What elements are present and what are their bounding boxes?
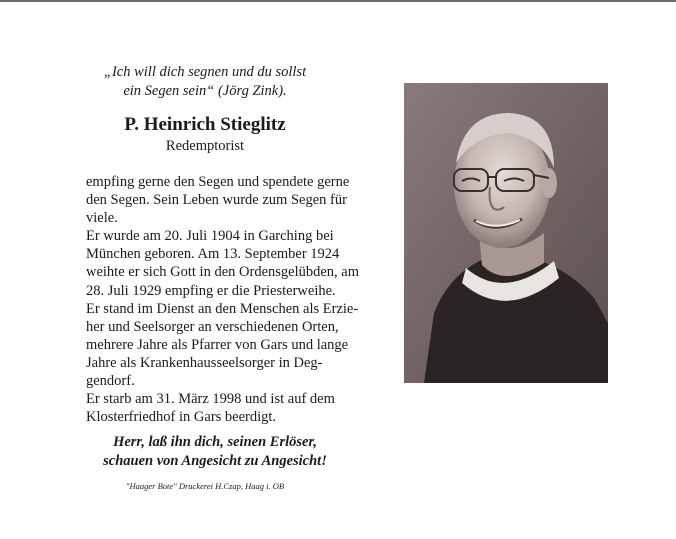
bio-line: mehrere Jahre als Pfarrer von Gars und lange <box>86 336 349 353</box>
prayer-line-1: Herr, laß ihn dich, seinen Erlöser, <box>113 434 317 450</box>
deceased-name: P. Heinrich Stieglitz <box>124 114 286 135</box>
printer-imprint: "Haager Bote" Druckerei H.Czap, Haag i. OB <box>125 481 285 491</box>
biography-text <box>86 173 360 426</box>
bio-line: Jahre als Krankenhausseelsorger in Deg- <box>86 354 323 371</box>
bio-line: viele. <box>86 210 118 227</box>
epigraph-quote <box>60 63 350 101</box>
bio-line: Er starb am 31. März 1998 und ist auf dem <box>86 391 335 408</box>
closing-prayer <box>60 433 370 471</box>
bio-line: gendorf. <box>86 373 135 390</box>
bio-line: her und Seelsorger an verschiedenen Orten, <box>86 318 339 335</box>
bio-line: Er stand im Dienst an den Menschen als Erzie- <box>86 300 359 317</box>
bio-line: den Segen. Sein Leben wurde zum Segen für <box>86 192 347 209</box>
bio-line: Er wurde am 20. Juli 1904 in Garching bei <box>86 228 334 245</box>
scan-top-edge <box>0 0 676 2</box>
portrait-photo <box>404 83 608 383</box>
prayer-line-2: schauen von Angesicht zu Angesicht! <box>103 453 327 469</box>
bio-line: München geboren. Am 13. September 1924 <box>86 246 340 263</box>
bio-line: weihte er sich Gott in den Ordensgelübden, am <box>86 264 360 281</box>
bio-line: Klosterfriedhof in Gars beerdigt. <box>86 409 277 426</box>
quote-line-1: „Ich will dich segnen und du sollst <box>103 64 307 80</box>
quote-line-2: ein Segen sein“ (Jörg Zink). <box>123 83 287 99</box>
bio-line: empfing gerne den Segen und spendete gerne <box>86 174 350 190</box>
portrait-illustration <box>404 83 608 383</box>
religious-order: Redemptorist <box>165 138 245 154</box>
bio-line: 28. Juli 1929 empfing er die Priesterweihe. <box>86 282 336 299</box>
